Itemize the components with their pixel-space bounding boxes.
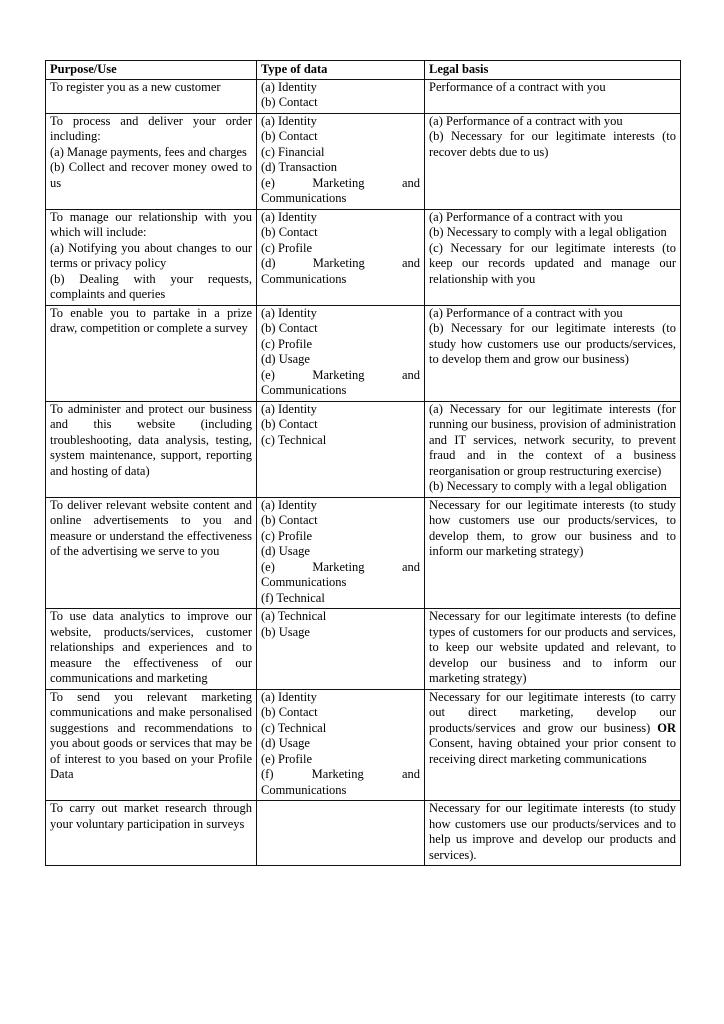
purpose-cell bbox=[46, 401, 257, 497]
cell-paragraph: (c) Profile bbox=[261, 336, 313, 351]
table-row bbox=[46, 305, 681, 401]
cell-paragraph: To manage our relationship with you which will include: bbox=[50, 209, 252, 239]
cell-paragraph: (e) Marketing and Communications bbox=[261, 559, 420, 589]
cell-paragraph: To deliver relevant website content and online advertisements to you and measure or understand the effectiveness of the advertising we serve to you bbox=[50, 497, 252, 558]
cell-paragraph: Necessary for our legitimate interests (to carry out direct marketing, develop our products/services and grow our business) OR Consent, having obtained your prior consent to receiving direct marketing communications bbox=[429, 689, 676, 766]
cell-paragraph: To enable you to partake in a prize draw, competition or complete a survey bbox=[50, 305, 252, 335]
legal-basis-cell bbox=[425, 401, 681, 497]
data-types-cell bbox=[257, 801, 425, 866]
cell-paragraph: (d) Usage bbox=[261, 352, 310, 366]
data-types-cell bbox=[257, 209, 425, 305]
data-types-cell bbox=[257, 79, 425, 113]
table-row bbox=[46, 209, 681, 305]
cell-paragraph: To register you as a new customer bbox=[50, 79, 221, 94]
data-types-cell bbox=[257, 401, 425, 497]
cell-paragraph: Necessary for our legitimate interests (to define types of customers for our products and services, to keep our website updated and relevant, to develop our business and to inform our marketing strategy) bbox=[429, 609, 676, 685]
lawful-basis-table bbox=[45, 60, 681, 866]
cell-paragraph: (b) Contact bbox=[261, 129, 318, 143]
legal-basis-cell bbox=[425, 305, 681, 401]
purpose-cell bbox=[46, 113, 257, 209]
table-header-row bbox=[46, 61, 681, 80]
cell-paragraph: (e) Profile bbox=[261, 751, 313, 766]
purpose-cell bbox=[46, 305, 257, 401]
table-row bbox=[46, 401, 681, 497]
purpose-cell bbox=[46, 689, 257, 801]
cell-paragraph: (c) Technical bbox=[261, 720, 327, 735]
cell-paragraph: (a) Identity bbox=[261, 497, 317, 512]
cell-paragraph: (d) Transaction bbox=[261, 160, 338, 174]
cell-paragraph: (d) Usage bbox=[261, 544, 310, 558]
cell-paragraph: (b) Contact bbox=[261, 513, 318, 527]
column-header-legal-basis: Legal basis bbox=[425, 61, 681, 80]
cell-paragraph: (c) Technical bbox=[261, 432, 327, 447]
cell-paragraph: (b) Necessary to comply with a legal obligation bbox=[429, 225, 667, 239]
cell-paragraph: To use data analytics to improve our website, products/services, customer relationships and experiences and to measure the effectiveness of our communications and marketing bbox=[50, 609, 252, 685]
data-types-cell bbox=[257, 305, 425, 401]
purpose-cell bbox=[46, 497, 257, 609]
purpose-cell bbox=[46, 209, 257, 305]
cell-paragraph: (b) Necessary for our legitimate interests (to recover debts due to us) bbox=[429, 129, 676, 159]
table-row bbox=[46, 609, 681, 690]
cell-paragraph: (a) Performance of a contract with you bbox=[429, 305, 623, 320]
cell-paragraph: (a) Notifying you about changes to our terms or privacy policy bbox=[50, 240, 252, 270]
data-types-cell bbox=[257, 689, 425, 801]
data-types-cell bbox=[257, 609, 425, 690]
cell-paragraph: To administer and protect our business and this website (including troubleshooting, data analysis, testing, system maintenance, support, reporting and hosting of data) bbox=[50, 401, 252, 478]
legal-basis-cell bbox=[425, 689, 681, 801]
legal-basis-cell bbox=[425, 79, 681, 113]
cell-paragraph: (b) Dealing with your requests, complaints and queries bbox=[50, 271, 252, 301]
table-row bbox=[46, 801, 681, 866]
cell-paragraph: To send you relevant marketing communications and make personalised suggestions and recommendations to you about goods or services that may be of interest to you based on your Profile Data bbox=[50, 689, 252, 781]
table-row bbox=[46, 79, 681, 113]
data-types-cell bbox=[257, 497, 425, 609]
cell-paragraph: (b) Contact bbox=[261, 225, 318, 239]
cell-paragraph: (a) Identity bbox=[261, 79, 317, 94]
cell-paragraph: (c) Financial bbox=[261, 144, 325, 159]
cell-paragraph: (a) Identity bbox=[261, 401, 317, 416]
cell-paragraph: (b) Necessary to comply with a legal obligation bbox=[429, 479, 667, 493]
cell-paragraph: (a) Identity bbox=[261, 689, 317, 704]
legal-basis-cell bbox=[425, 801, 681, 866]
column-header-purpose: Purpose/Use bbox=[46, 61, 257, 80]
legal-basis-cell bbox=[425, 497, 681, 609]
cell-paragraph: (a) Identity bbox=[261, 305, 317, 320]
table-row bbox=[46, 497, 681, 609]
cell-paragraph: (c) Necessary for our legitimate interests (to keep our records updated and manage our relationship with you bbox=[429, 240, 676, 286]
cell-paragraph: (b) Collect and recover money owed to us bbox=[50, 160, 252, 190]
table-row bbox=[46, 689, 681, 801]
data-types-cell bbox=[257, 113, 425, 209]
purpose-cell bbox=[46, 801, 257, 866]
purpose-cell bbox=[46, 79, 257, 113]
cell-paragraph: (b) Necessary for our legitimate interests (to study how customers use our products/services, to develop them and grow our business) bbox=[429, 321, 676, 366]
legal-basis-cell bbox=[425, 209, 681, 305]
table-row bbox=[46, 113, 681, 209]
cell-paragraph: (a) Identity bbox=[261, 209, 317, 224]
cell-paragraph: (d) Usage bbox=[261, 736, 310, 750]
purpose-cell bbox=[46, 609, 257, 690]
cell-paragraph: (a) Identity bbox=[261, 113, 317, 128]
cell-paragraph: (d) Marketing and Communications bbox=[261, 256, 420, 286]
column-header-type-of-data: Type of data bbox=[257, 61, 425, 80]
cell-paragraph: (c) Profile bbox=[261, 528, 313, 543]
legal-basis-cell bbox=[425, 609, 681, 690]
cell-paragraph: (f) Technical bbox=[261, 590, 325, 605]
cell-paragraph: (e) Marketing and Communications bbox=[261, 367, 420, 397]
cell-paragraph: Performance of a contract with you bbox=[429, 79, 606, 94]
legal-basis-cell bbox=[425, 113, 681, 209]
cell-paragraph: (a) Performance of a contract with you bbox=[429, 113, 623, 128]
cell-paragraph: (b) Contact bbox=[261, 417, 318, 431]
cell-paragraph: (c) Profile bbox=[261, 240, 313, 255]
cell-paragraph: (b) Usage bbox=[261, 624, 310, 639]
cell-paragraph: (f) Marketing and Communications bbox=[261, 767, 420, 797]
cell-paragraph: (b) Contact bbox=[261, 321, 318, 335]
cell-paragraph: (e) Marketing and Communications bbox=[261, 175, 420, 205]
cell-paragraph: To carry out market research through your voluntary participation in surveys bbox=[50, 801, 252, 831]
cell-paragraph: (a) Manage payments, fees and charges bbox=[50, 144, 247, 159]
cell-paragraph: To process and deliver your order including: bbox=[50, 113, 252, 143]
cell-paragraph: (b) Contact bbox=[261, 705, 318, 719]
cell-paragraph: Necessary for our legitimate interests (to study how customers use our products/services, to develop them, to grow our business and to inform our marketing strategy) bbox=[429, 497, 676, 558]
cell-paragraph: Necessary for our legitimate interests (to study how customers use our products/services and to help us improve and develop our products and services). bbox=[429, 801, 676, 862]
cell-paragraph: (a) Necessary for our legitimate interests (for running our business, provision of administration and IT services, network security, to prevent fraud and in the context of a business reorganisation or group restructuring exercise) bbox=[429, 401, 676, 478]
cell-paragraph: (a) Technical bbox=[261, 609, 327, 623]
cell-paragraph: (b) Contact bbox=[261, 95, 318, 109]
cell-paragraph: (a) Performance of a contract with you bbox=[429, 209, 623, 224]
